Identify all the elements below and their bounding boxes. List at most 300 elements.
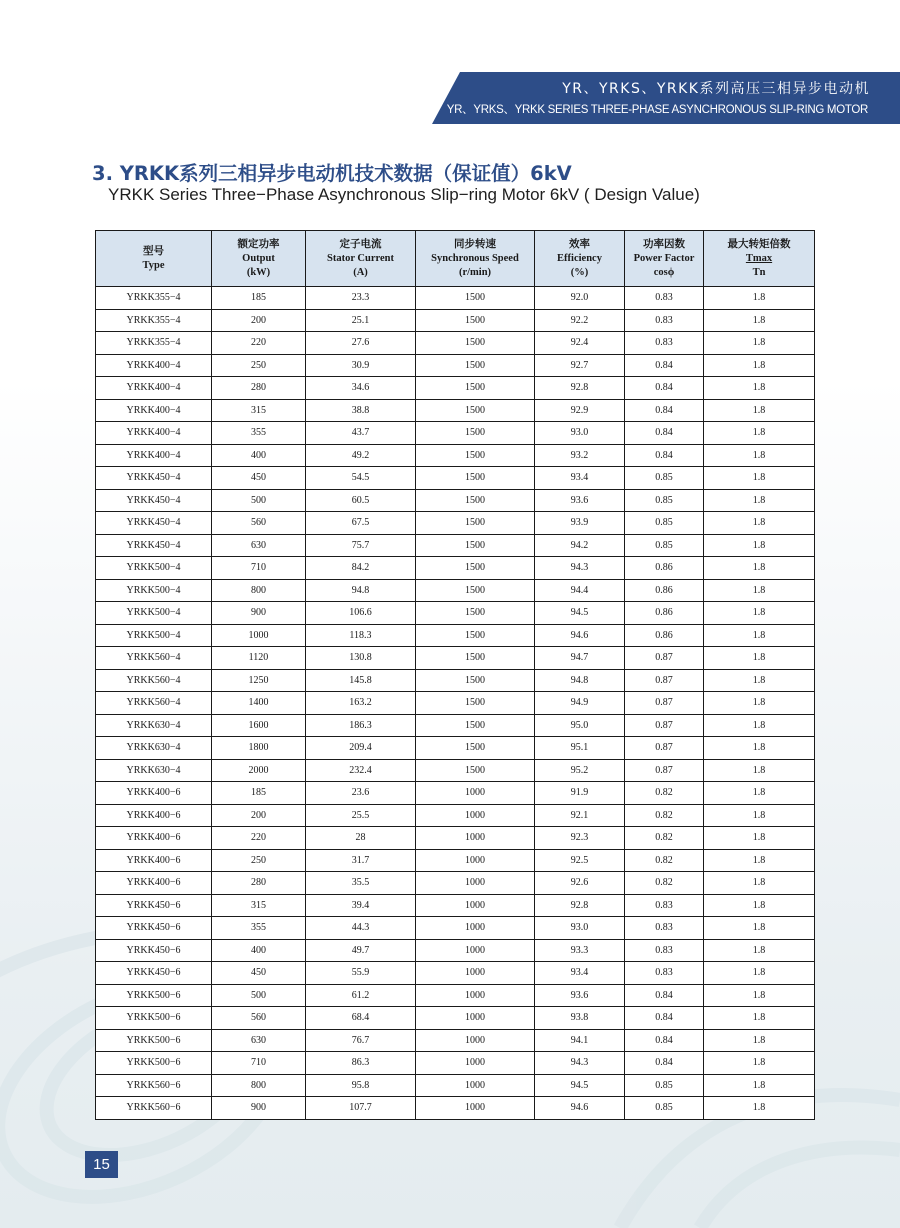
table-row	[96, 1007, 815, 1030]
table-row	[96, 1074, 815, 1097]
cell-stator-current: 44.3	[306, 917, 416, 940]
cell-stator-current: 30.9	[306, 354, 416, 377]
cell-type: YRKK400−6	[96, 849, 212, 872]
cell-max-torque: 1.8	[704, 512, 815, 535]
cell-efficiency: 94.8	[535, 669, 625, 692]
cell-power-factor: 0.84	[625, 1052, 704, 1075]
cell-output: 250	[212, 354, 306, 377]
cell-type: YRKK560−4	[96, 692, 212, 715]
cell-output: 250	[212, 849, 306, 872]
cell-max-torque: 1.8	[704, 849, 815, 872]
cell-stator-current: 61.2	[306, 984, 416, 1007]
cell-power-factor: 0.87	[625, 759, 704, 782]
motor-spec-table	[95, 230, 815, 1120]
cell-max-torque: 1.8	[704, 624, 815, 647]
table-row	[96, 287, 815, 310]
cell-max-torque: 1.8	[704, 804, 815, 827]
cell-synchronous-speed: 1500	[416, 602, 535, 625]
cell-efficiency: 92.9	[535, 399, 625, 422]
cell-power-factor: 0.83	[625, 309, 704, 332]
cell-type: YRKK355−4	[96, 287, 212, 310]
cell-efficiency: 93.3	[535, 939, 625, 962]
cell-max-torque: 1.8	[704, 579, 815, 602]
cell-type: YRKK400−4	[96, 354, 212, 377]
cell-type: YRKK450−4	[96, 467, 212, 490]
cell-type: YRKK400−6	[96, 827, 212, 850]
cell-synchronous-speed: 1500	[416, 557, 535, 580]
cell-synchronous-speed: 1000	[416, 962, 535, 985]
cell-output: 900	[212, 602, 306, 625]
cell-output: 1250	[212, 669, 306, 692]
cell-power-factor: 0.85	[625, 467, 704, 490]
header-series-title-en: YR、YRKS、YRKK SERIES THREE-PHASE ASYNCHRONOUS SLIP-RING MOTOR	[446, 104, 868, 116]
column-header-en: Synchronous Speed	[431, 252, 519, 264]
cell-output: 500	[212, 489, 306, 512]
cell-power-factor: 0.85	[625, 489, 704, 512]
cell-synchronous-speed: 1500	[416, 287, 535, 310]
cell-power-factor: 0.83	[625, 917, 704, 940]
cell-max-torque: 1.8	[704, 467, 815, 490]
cell-power-factor: 0.87	[625, 692, 704, 715]
section-title-cn: 3. YRKK系列三相异步电动机技术数据（保证值）6kV	[92, 162, 572, 185]
cell-power-factor: 0.83	[625, 287, 704, 310]
cell-stator-current: 67.5	[306, 512, 416, 535]
cell-max-torque: 1.8	[704, 917, 815, 940]
cell-power-factor: 0.86	[625, 602, 704, 625]
cell-max-torque: 1.8	[704, 354, 815, 377]
cell-power-factor: 0.82	[625, 872, 704, 895]
cell-efficiency: 95.2	[535, 759, 625, 782]
table-row	[96, 309, 815, 332]
cell-synchronous-speed: 1000	[416, 1007, 535, 1030]
cell-efficiency: 92.3	[535, 827, 625, 850]
cell-stator-current: 76.7	[306, 1029, 416, 1052]
cell-output: 450	[212, 962, 306, 985]
cell-synchronous-speed: 1500	[416, 624, 535, 647]
cell-stator-current: 49.2	[306, 444, 416, 467]
cell-type: YRKK400−6	[96, 804, 212, 827]
cell-type: YRKK400−4	[96, 422, 212, 445]
cell-efficiency: 93.2	[535, 444, 625, 467]
cell-synchronous-speed: 1500	[416, 759, 535, 782]
cell-stator-current: 163.2	[306, 692, 416, 715]
table-row	[96, 669, 815, 692]
cell-synchronous-speed: 1500	[416, 692, 535, 715]
cell-power-factor: 0.84	[625, 354, 704, 377]
column-header-cn: 额定功率	[237, 238, 280, 250]
table-row	[96, 714, 815, 737]
cell-synchronous-speed: 1500	[416, 467, 535, 490]
column-header-unit: cosϕ	[653, 266, 675, 278]
cell-max-torque: 1.8	[704, 557, 815, 580]
cell-max-torque: 1.8	[704, 939, 815, 962]
cell-efficiency: 93.6	[535, 489, 625, 512]
table-row	[96, 489, 815, 512]
cell-efficiency: 95.0	[535, 714, 625, 737]
header-series-title-cn: YR、YRKS、YRKK系列高压三相异步电动机	[562, 81, 870, 97]
column-header-stator-current	[306, 231, 416, 287]
cell-type: YRKK450−4	[96, 534, 212, 557]
cell-power-factor: 0.83	[625, 962, 704, 985]
cell-type: YRKK400−6	[96, 782, 212, 805]
cell-stator-current: 106.6	[306, 602, 416, 625]
cell-max-torque: 1.8	[704, 1007, 815, 1030]
column-header-unit: (kW)	[246, 266, 271, 278]
cell-max-torque: 1.8	[704, 984, 815, 1007]
table-row	[96, 467, 815, 490]
column-header-type	[96, 231, 212, 287]
table-row	[96, 647, 815, 670]
cell-synchronous-speed: 1500	[416, 647, 535, 670]
table-row	[96, 399, 815, 422]
cell-stator-current: 43.7	[306, 422, 416, 445]
cell-synchronous-speed: 1500	[416, 737, 535, 760]
cell-synchronous-speed: 1500	[416, 354, 535, 377]
cell-stator-current: 145.8	[306, 669, 416, 692]
cell-power-factor: 0.82	[625, 827, 704, 850]
cell-stator-current: 209.4	[306, 737, 416, 760]
table-row	[96, 377, 815, 400]
cell-max-torque: 1.8	[704, 1074, 815, 1097]
cell-efficiency: 94.5	[535, 1074, 625, 1097]
table-row	[96, 557, 815, 580]
cell-type: YRKK630−4	[96, 737, 212, 760]
cell-power-factor: 0.84	[625, 1029, 704, 1052]
cell-output: 500	[212, 984, 306, 1007]
cell-power-factor: 0.87	[625, 737, 704, 760]
cell-synchronous-speed: 1500	[416, 332, 535, 355]
cell-efficiency: 94.6	[535, 624, 625, 647]
cell-efficiency: 94.9	[535, 692, 625, 715]
cell-max-torque: 1.8	[704, 894, 815, 917]
cell-max-torque: 1.8	[704, 759, 815, 782]
cell-stator-current: 38.8	[306, 399, 416, 422]
cell-power-factor: 0.86	[625, 624, 704, 647]
cell-stator-current: 49.7	[306, 939, 416, 962]
table-row	[96, 962, 815, 985]
cell-stator-current: 60.5	[306, 489, 416, 512]
cell-max-torque: 1.8	[704, 647, 815, 670]
column-header-max-torque	[704, 231, 815, 287]
cell-power-factor: 0.84	[625, 422, 704, 445]
cell-output: 560	[212, 512, 306, 535]
cell-type: YRKK450−6	[96, 894, 212, 917]
cell-output: 200	[212, 309, 306, 332]
table-row	[96, 984, 815, 1007]
cell-type: YRKK450−4	[96, 512, 212, 535]
cell-max-torque: 1.8	[704, 1029, 815, 1052]
section-title-en: YRKK Series Three−Phase Asynchronous Slip−ring Motor 6kV ( Design Value)	[108, 185, 700, 204]
cell-stator-current: 68.4	[306, 1007, 416, 1030]
cell-synchronous-speed: 1500	[416, 309, 535, 332]
cell-stator-current: 94.8	[306, 579, 416, 602]
cell-power-factor: 0.87	[625, 669, 704, 692]
column-header-cn: 型号	[143, 245, 164, 257]
cell-synchronous-speed: 1500	[416, 579, 535, 602]
table-row	[96, 579, 815, 602]
cell-synchronous-speed: 1000	[416, 894, 535, 917]
cell-synchronous-speed: 1500	[416, 444, 535, 467]
cell-output: 900	[212, 1097, 306, 1120]
column-header-en: Type	[142, 259, 165, 271]
cell-output: 1120	[212, 647, 306, 670]
cell-output: 1400	[212, 692, 306, 715]
cell-output: 800	[212, 579, 306, 602]
cell-max-torque: 1.8	[704, 737, 815, 760]
cell-stator-current: 54.5	[306, 467, 416, 490]
cell-max-torque: 1.8	[704, 287, 815, 310]
cell-stator-current: 75.7	[306, 534, 416, 557]
column-header-unit: (r/min)	[458, 266, 492, 278]
table-row	[96, 782, 815, 805]
table-row	[96, 692, 815, 715]
cell-synchronous-speed: 1000	[416, 1029, 535, 1052]
cell-synchronous-speed: 1000	[416, 1052, 535, 1075]
cell-output: 2000	[212, 759, 306, 782]
cell-efficiency: 93.4	[535, 962, 625, 985]
table-row	[96, 917, 815, 940]
cell-output: 200	[212, 804, 306, 827]
cell-synchronous-speed: 1000	[416, 804, 535, 827]
cell-output: 560	[212, 1007, 306, 1030]
cell-efficiency: 93.8	[535, 1007, 625, 1030]
cell-stator-current: 95.8	[306, 1074, 416, 1097]
column-header-cn: 定子电流	[339, 238, 382, 250]
cell-efficiency: 92.8	[535, 377, 625, 400]
cell-type: YRKK560−6	[96, 1097, 212, 1120]
cell-efficiency: 94.3	[535, 557, 625, 580]
cell-synchronous-speed: 1000	[416, 1074, 535, 1097]
column-header-cn: 同步转速	[454, 238, 496, 250]
cell-stator-current: 25.5	[306, 804, 416, 827]
cell-max-torque: 1.8	[704, 422, 815, 445]
cell-max-torque: 1.8	[704, 602, 815, 625]
cell-efficiency: 92.5	[535, 849, 625, 872]
table-header-row	[96, 231, 815, 287]
cell-synchronous-speed: 1000	[416, 939, 535, 962]
cell-stator-current: 23.6	[306, 782, 416, 805]
table-row	[96, 872, 815, 895]
cell-synchronous-speed: 1000	[416, 984, 535, 1007]
cell-power-factor: 0.86	[625, 579, 704, 602]
cell-efficiency: 94.5	[535, 602, 625, 625]
cell-efficiency: 93.6	[535, 984, 625, 1007]
table-row	[96, 827, 815, 850]
cell-max-torque: 1.8	[704, 1052, 815, 1075]
cell-efficiency: 92.1	[535, 804, 625, 827]
cell-type: YRKK500−4	[96, 579, 212, 602]
cell-power-factor: 0.84	[625, 444, 704, 467]
cell-output: 315	[212, 399, 306, 422]
cell-output: 400	[212, 939, 306, 962]
table-row	[96, 894, 815, 917]
cell-max-torque: 1.8	[704, 1097, 815, 1120]
column-header-en: Efficiency	[557, 252, 602, 264]
cell-efficiency: 92.0	[535, 287, 625, 310]
page-number: 15	[85, 1151, 118, 1178]
cell-power-factor: 0.84	[625, 1007, 704, 1030]
cell-max-torque: 1.8	[704, 534, 815, 557]
table-row	[96, 512, 815, 535]
cell-stator-current: 130.8	[306, 647, 416, 670]
cell-stator-current: 25.1	[306, 309, 416, 332]
table-row	[96, 354, 815, 377]
column-header-synchronous-speed	[416, 231, 535, 287]
cell-output: 710	[212, 1052, 306, 1075]
cell-power-factor: 0.85	[625, 512, 704, 535]
cell-efficiency: 94.2	[535, 534, 625, 557]
cell-type: YRKK355−4	[96, 309, 212, 332]
cell-efficiency: 94.3	[535, 1052, 625, 1075]
table-row	[96, 602, 815, 625]
cell-efficiency: 93.0	[535, 917, 625, 940]
cell-efficiency: 93.4	[535, 467, 625, 490]
cell-type: YRKK500−6	[96, 1029, 212, 1052]
cell-stator-current: 23.3	[306, 287, 416, 310]
cell-type: YRKK450−4	[96, 489, 212, 512]
table-row	[96, 849, 815, 872]
table-row	[96, 804, 815, 827]
cell-type: YRKK355−4	[96, 332, 212, 355]
cell-type: YRKK450−6	[96, 917, 212, 940]
cell-stator-current: 28	[306, 827, 416, 850]
column-header-en: Tmax	[745, 252, 773, 264]
column-header-cn: 最大转矩倍数	[727, 238, 791, 250]
cell-type: YRKK560−4	[96, 647, 212, 670]
column-header-cn: 效率	[569, 238, 590, 250]
table-row	[96, 624, 815, 647]
cell-type: YRKK450−6	[96, 962, 212, 985]
cell-efficiency: 94.6	[535, 1097, 625, 1120]
cell-synchronous-speed: 1000	[416, 1097, 535, 1120]
cell-output: 280	[212, 872, 306, 895]
cell-synchronous-speed: 1500	[416, 377, 535, 400]
cell-stator-current: 84.2	[306, 557, 416, 580]
cell-synchronous-speed: 1500	[416, 714, 535, 737]
cell-stator-current: 107.7	[306, 1097, 416, 1120]
table-row	[96, 1052, 815, 1075]
column-header-unit: Tn	[752, 266, 766, 278]
cell-type: YRKK400−4	[96, 377, 212, 400]
cell-output: 1800	[212, 737, 306, 760]
column-header-en: Stator Current	[327, 252, 394, 264]
cell-output: 185	[212, 287, 306, 310]
cell-output: 220	[212, 332, 306, 355]
cell-type: YRKK560−4	[96, 669, 212, 692]
cell-type: YRKK500−6	[96, 1052, 212, 1075]
cell-max-torque: 1.8	[704, 399, 815, 422]
cell-synchronous-speed: 1500	[416, 422, 535, 445]
cell-type: YRKK630−4	[96, 714, 212, 737]
cell-output: 220	[212, 827, 306, 850]
cell-output: 315	[212, 894, 306, 917]
table-row	[96, 1029, 815, 1052]
cell-efficiency: 92.2	[535, 309, 625, 332]
cell-output: 1000	[212, 624, 306, 647]
cell-type: YRKK560−6	[96, 1074, 212, 1097]
cell-power-factor: 0.84	[625, 377, 704, 400]
cell-max-torque: 1.8	[704, 872, 815, 895]
cell-output: 280	[212, 377, 306, 400]
cell-output: 630	[212, 534, 306, 557]
cell-power-factor: 0.82	[625, 849, 704, 872]
cell-max-torque: 1.8	[704, 962, 815, 985]
cell-efficiency: 94.4	[535, 579, 625, 602]
cell-efficiency: 91.9	[535, 782, 625, 805]
cell-power-factor: 0.84	[625, 399, 704, 422]
cell-power-factor: 0.87	[625, 714, 704, 737]
cell-stator-current: 34.6	[306, 377, 416, 400]
column-header-efficiency	[535, 231, 625, 287]
cell-power-factor: 0.83	[625, 939, 704, 962]
cell-type: YRKK500−4	[96, 557, 212, 580]
cell-max-torque: 1.8	[704, 827, 815, 850]
cell-synchronous-speed: 1500	[416, 489, 535, 512]
cell-output: 710	[212, 557, 306, 580]
table-body	[96, 287, 815, 1120]
cell-output: 185	[212, 782, 306, 805]
cell-max-torque: 1.8	[704, 692, 815, 715]
cell-power-factor: 0.82	[625, 804, 704, 827]
cell-type: YRKK630−4	[96, 759, 212, 782]
cell-power-factor: 0.85	[625, 1074, 704, 1097]
cell-stator-current: 35.5	[306, 872, 416, 895]
table-row	[96, 444, 815, 467]
cell-output: 355	[212, 917, 306, 940]
cell-max-torque: 1.8	[704, 377, 815, 400]
column-header-cn: 功率因数	[643, 238, 685, 250]
cell-output: 800	[212, 1074, 306, 1097]
cell-output: 1600	[212, 714, 306, 737]
cell-type: YRKK500−4	[96, 602, 212, 625]
cell-efficiency: 93.0	[535, 422, 625, 445]
cell-power-factor: 0.83	[625, 332, 704, 355]
cell-type: YRKK500−6	[96, 984, 212, 1007]
cell-stator-current: 31.7	[306, 849, 416, 872]
table-row	[96, 759, 815, 782]
cell-max-torque: 1.8	[704, 444, 815, 467]
table-row	[96, 737, 815, 760]
cell-stator-current: 39.4	[306, 894, 416, 917]
cell-power-factor: 0.85	[625, 534, 704, 557]
cell-stator-current: 118.3	[306, 624, 416, 647]
cell-synchronous-speed: 1000	[416, 827, 535, 850]
cell-efficiency: 95.1	[535, 737, 625, 760]
cell-type: YRKK400−4	[96, 444, 212, 467]
cell-type: YRKK500−6	[96, 1007, 212, 1030]
cell-stator-current: 27.6	[306, 332, 416, 355]
column-header-unit: (A)	[353, 266, 368, 278]
cell-max-torque: 1.8	[704, 309, 815, 332]
cell-efficiency: 93.9	[535, 512, 625, 535]
cell-stator-current: 232.4	[306, 759, 416, 782]
cell-synchronous-speed: 1500	[416, 512, 535, 535]
cell-synchronous-speed: 1500	[416, 534, 535, 557]
cell-type: YRKK500−4	[96, 624, 212, 647]
cell-max-torque: 1.8	[704, 489, 815, 512]
cell-output: 400	[212, 444, 306, 467]
column-header-en: Output	[242, 252, 275, 264]
table-row	[96, 332, 815, 355]
cell-stator-current: 186.3	[306, 714, 416, 737]
cell-power-factor: 0.86	[625, 557, 704, 580]
cell-synchronous-speed: 1500	[416, 669, 535, 692]
cell-type: YRKK400−4	[96, 399, 212, 422]
cell-stator-current: 55.9	[306, 962, 416, 985]
cell-stator-current: 86.3	[306, 1052, 416, 1075]
cell-efficiency: 94.7	[535, 647, 625, 670]
column-header-unit: (%)	[570, 266, 589, 278]
